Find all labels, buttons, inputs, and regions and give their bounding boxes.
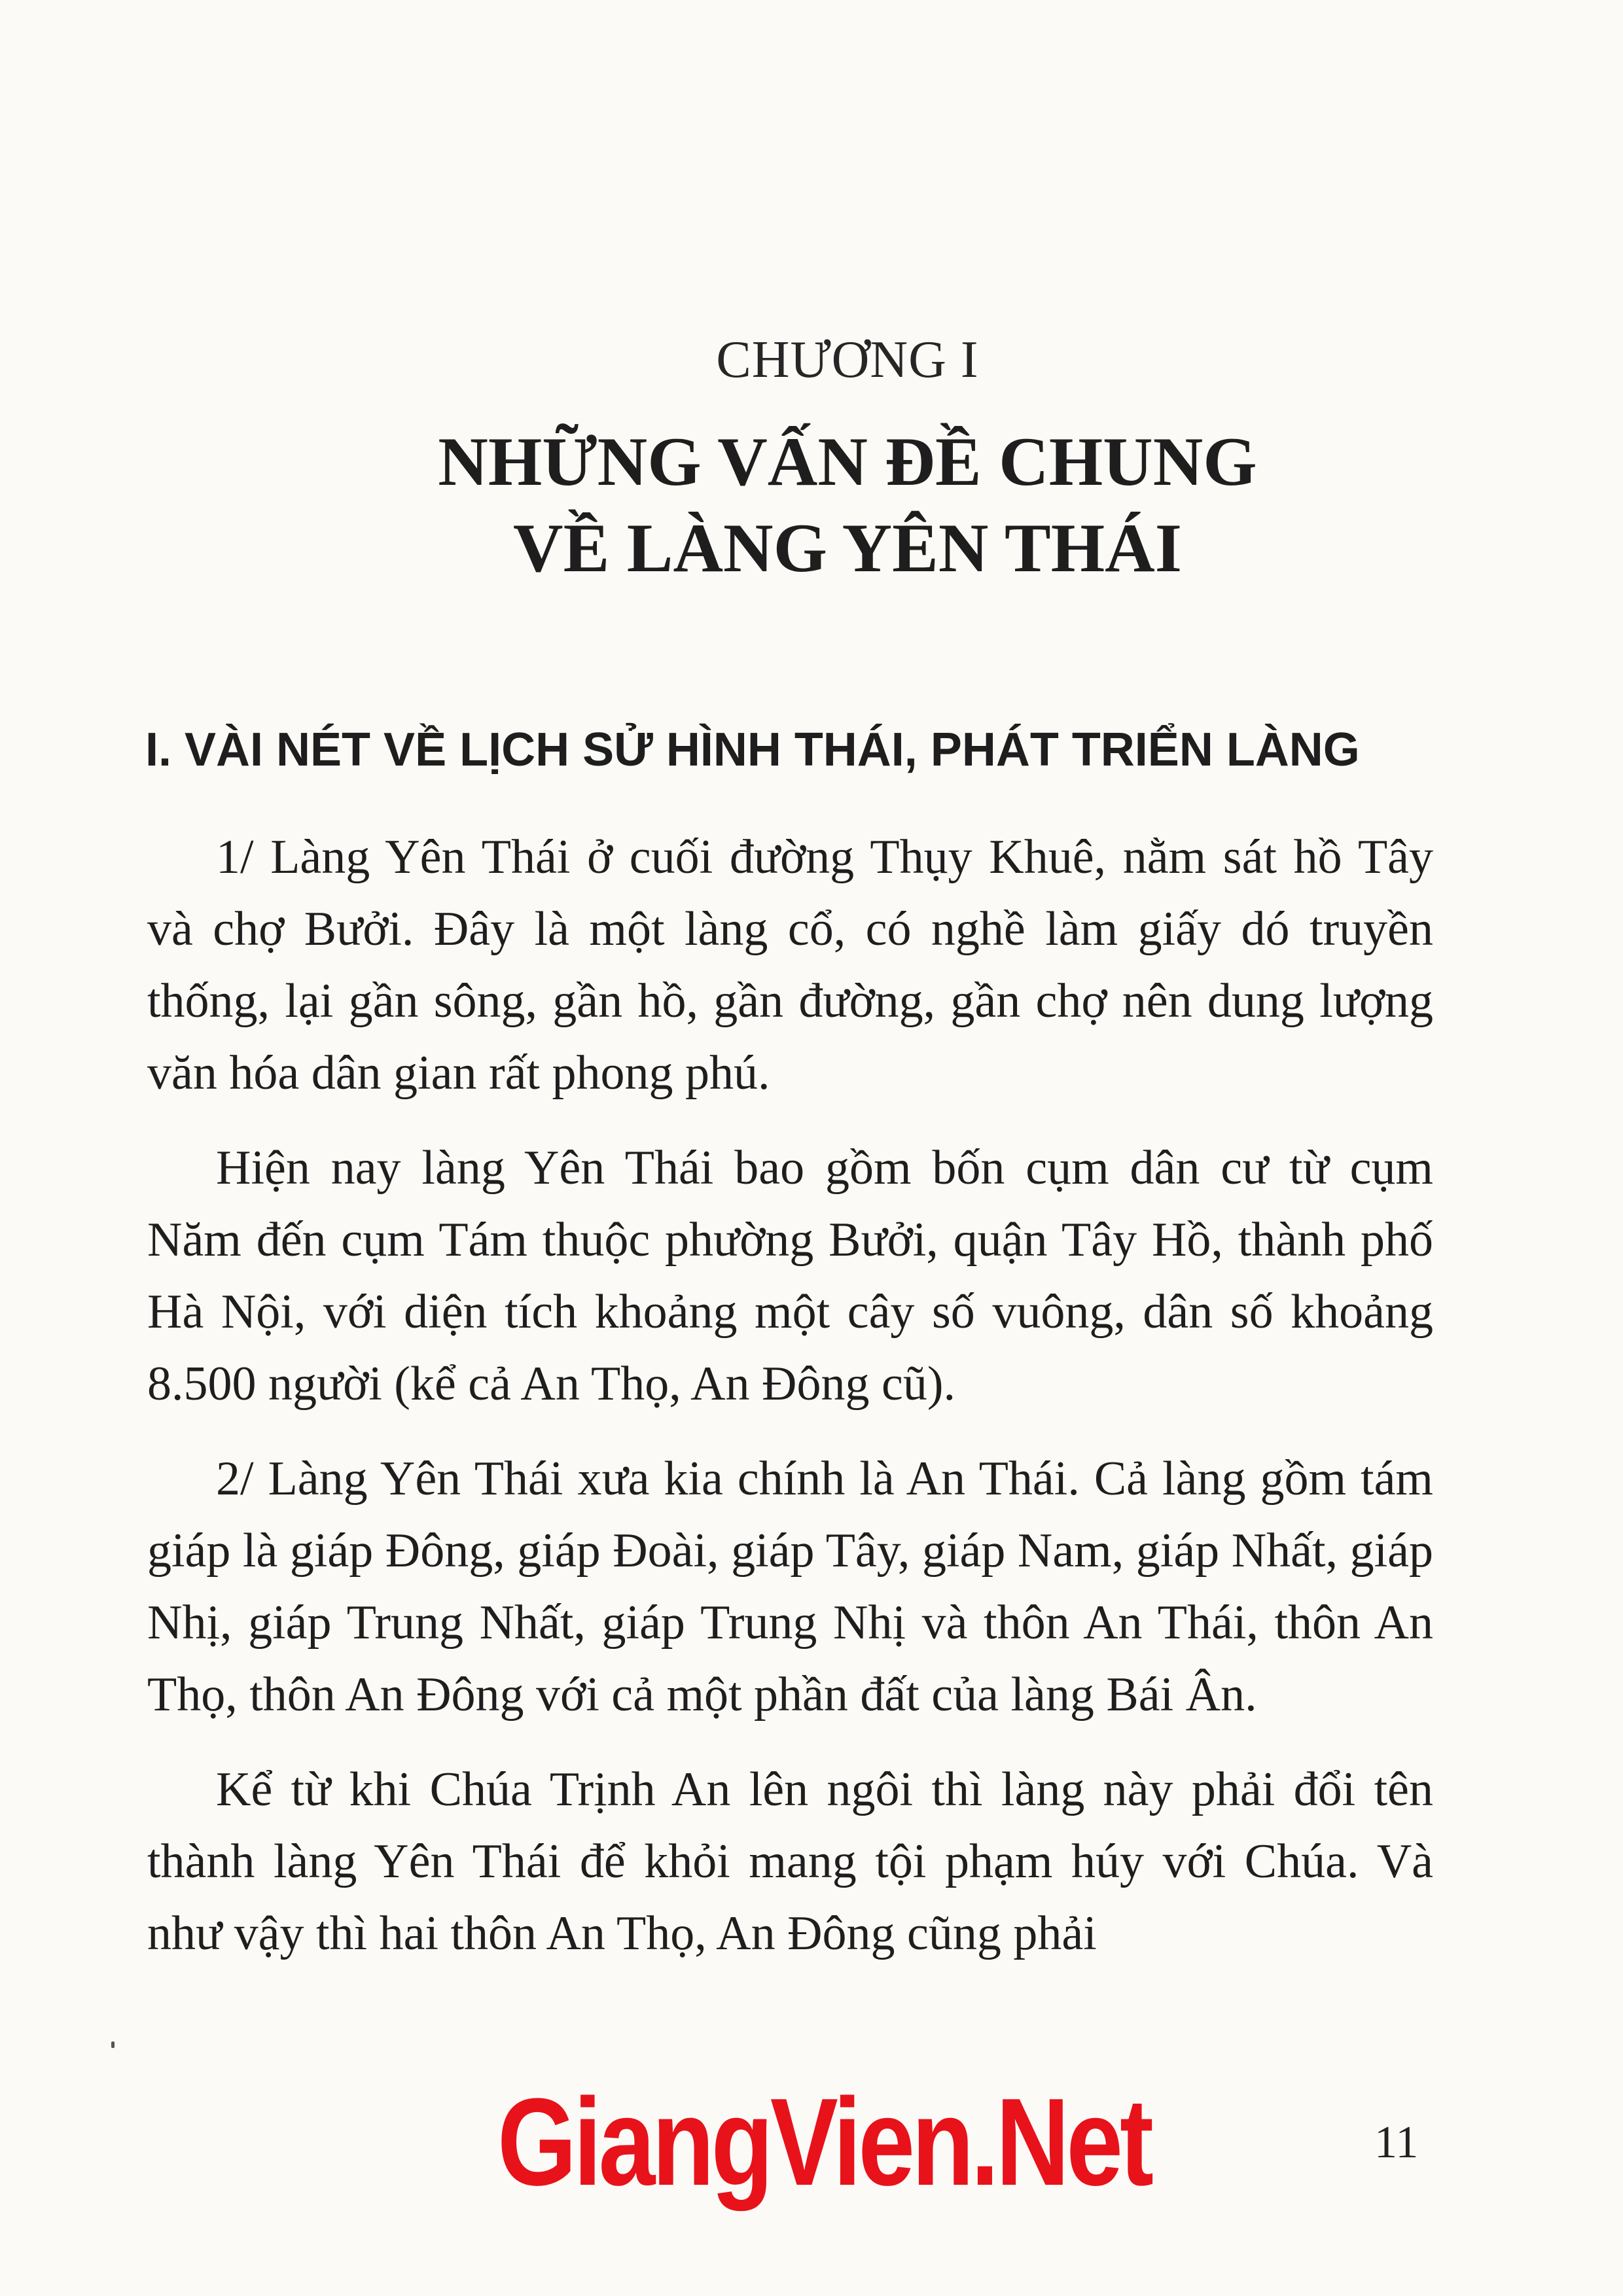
paragraph-3: 2/ Làng Yên Thái xưa kia chính là An Thái. Cả làng gồm tám giáp là giáp Đông, giáp Đoài, giáp Tây, giáp Nam, giáp Nhất, giáp Nhị, giáp Trung Nhất, giáp Trung Nhị và thôn An Thái, thôn An Thọ, thôn An Đông với cả một phần đất của làng Bái Ân. — [147, 1452, 1433, 1722]
chapter-title-line-1: NHỮNG VẤN ĐỀ CHUNG — [438, 423, 1257, 500]
paragraph-1: 1/ Làng Yên Thái ở cuối đường Thụy Khuê, nằm sát hồ Tây và chợ Bưởi. Đây là một làng cổ, có nghề làm giấy dó truyền thống, lại gần sông, gần hồ, gần đường, gần chợ nên dung lượng văn hóa dân gian rất phong phú. — [147, 830, 1433, 1100]
page-number: 11 — [1374, 2117, 1419, 2168]
watermark-logo: GiangVien.Net — [497, 2073, 1151, 2212]
paragraph-2: Hiện nay làng Yên Thái bao gồm bốn cụm dân cư từ cụm Năm đến cụm Tám thuộc phường Bưởi, quận Tây Hồ, thành phố Hà Nội, với diện tích khoảng một cây số vuông, dân số khoảng 8.500 người (kể cả An Thọ, An Đông cũ). — [147, 1141, 1433, 1411]
paragraph-4: Kể từ khi Chúa Trịnh An lên ngôi thì làng này phải đổi tên thành làng Yên Thái để khỏi mang tội phạm húy với Chúa. Và như vậy thì hai thôn An Thọ, An Đông cũng phải — [147, 1763, 1433, 1960]
chapter-title-line-2: VỀ LÀNG YÊN THÁI — [513, 510, 1182, 586]
scan-speck — [111, 2041, 115, 2048]
chapter-title — [0, 419, 1623, 592]
body-text — [147, 821, 1433, 1992]
chapter-label: CHƯƠNG I — [716, 331, 979, 389]
section-heading: I. VÀI NÉT VỀ LỊCH SỬ HÌNH THÁI, PHÁT TRIỂN LÀNG — [145, 724, 1360, 776]
